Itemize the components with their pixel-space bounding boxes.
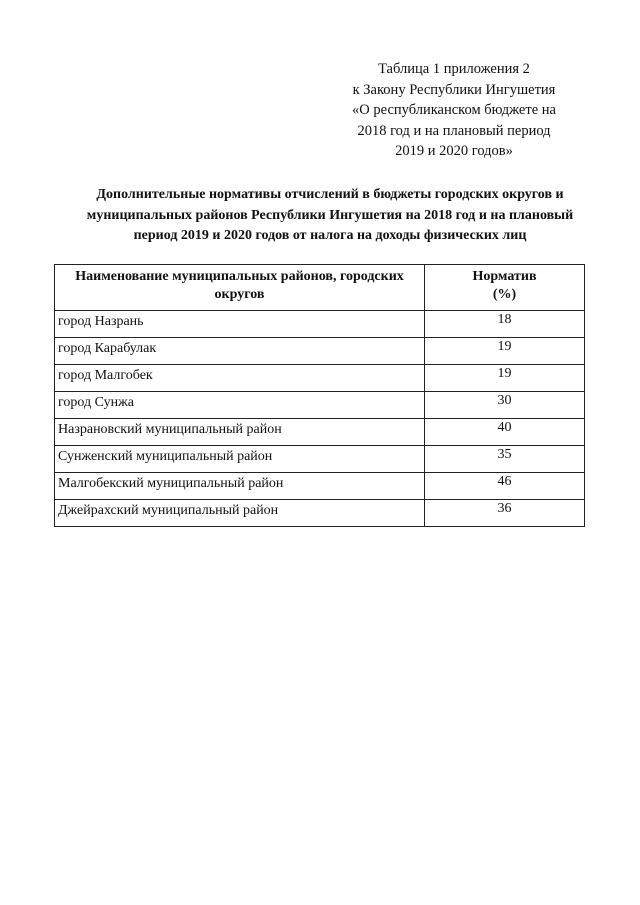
row-name: город Малгобек xyxy=(55,365,425,392)
row-name: город Карабулак xyxy=(55,338,425,365)
header-value-column xyxy=(425,265,585,311)
row-value: 35 xyxy=(425,446,585,473)
table-header-row xyxy=(55,265,585,311)
row-name: город Назрань xyxy=(55,311,425,338)
table-row xyxy=(55,419,585,446)
annex-line: 2018 год и на плановый период xyxy=(357,122,551,139)
row-value: 18 xyxy=(425,311,585,338)
title-line: муниципальных районов Республики Ингушетия на 2018 год и на плановый xyxy=(86,207,574,223)
row-value: 19 xyxy=(425,365,585,392)
title-line: Дополнительные нормативы отчислений в бюджеты городских округов и xyxy=(96,187,564,202)
table-row xyxy=(55,500,585,527)
table-row xyxy=(55,311,585,338)
row-name: Сунженский муниципальный район xyxy=(55,446,425,473)
row-name: город Сунжа xyxy=(55,392,425,419)
header-text: Норматив xyxy=(472,269,537,284)
norms-table xyxy=(54,264,585,527)
table-row xyxy=(55,392,585,419)
annex-line: Таблица 1 приложения 2 xyxy=(378,61,530,77)
row-value: 36 xyxy=(425,500,585,527)
table-row xyxy=(55,446,585,473)
row-value: 19 xyxy=(425,338,585,365)
header-text: Наименование муниципальных районов, городских xyxy=(75,269,404,284)
row-value: 30 xyxy=(425,392,585,419)
row-name: Джейрахский муниципальный район xyxy=(55,500,425,527)
row-name: Назрановский муниципальный район xyxy=(55,419,425,446)
annex-reference xyxy=(324,59,584,162)
row-value: 40 xyxy=(425,419,585,446)
row-name: Малгобекский муниципальный район xyxy=(55,473,425,500)
document-title xyxy=(40,185,620,247)
annex-line: «О республиканском бюджете на xyxy=(352,102,556,118)
table-row xyxy=(55,338,585,365)
annex-line: 2019 и 2020 годов» xyxy=(395,143,513,159)
title-line: период 2019 и 2020 годов от налога на доходы физических лиц xyxy=(133,228,527,243)
annex-line: к Закону Республики Ингушетия xyxy=(352,81,556,98)
table-row xyxy=(55,365,585,392)
header-name-column xyxy=(55,265,425,311)
table-row xyxy=(55,473,585,500)
row-value: 46 xyxy=(425,473,585,500)
header-text: (%) xyxy=(492,287,517,302)
header-text: округов xyxy=(214,287,265,302)
